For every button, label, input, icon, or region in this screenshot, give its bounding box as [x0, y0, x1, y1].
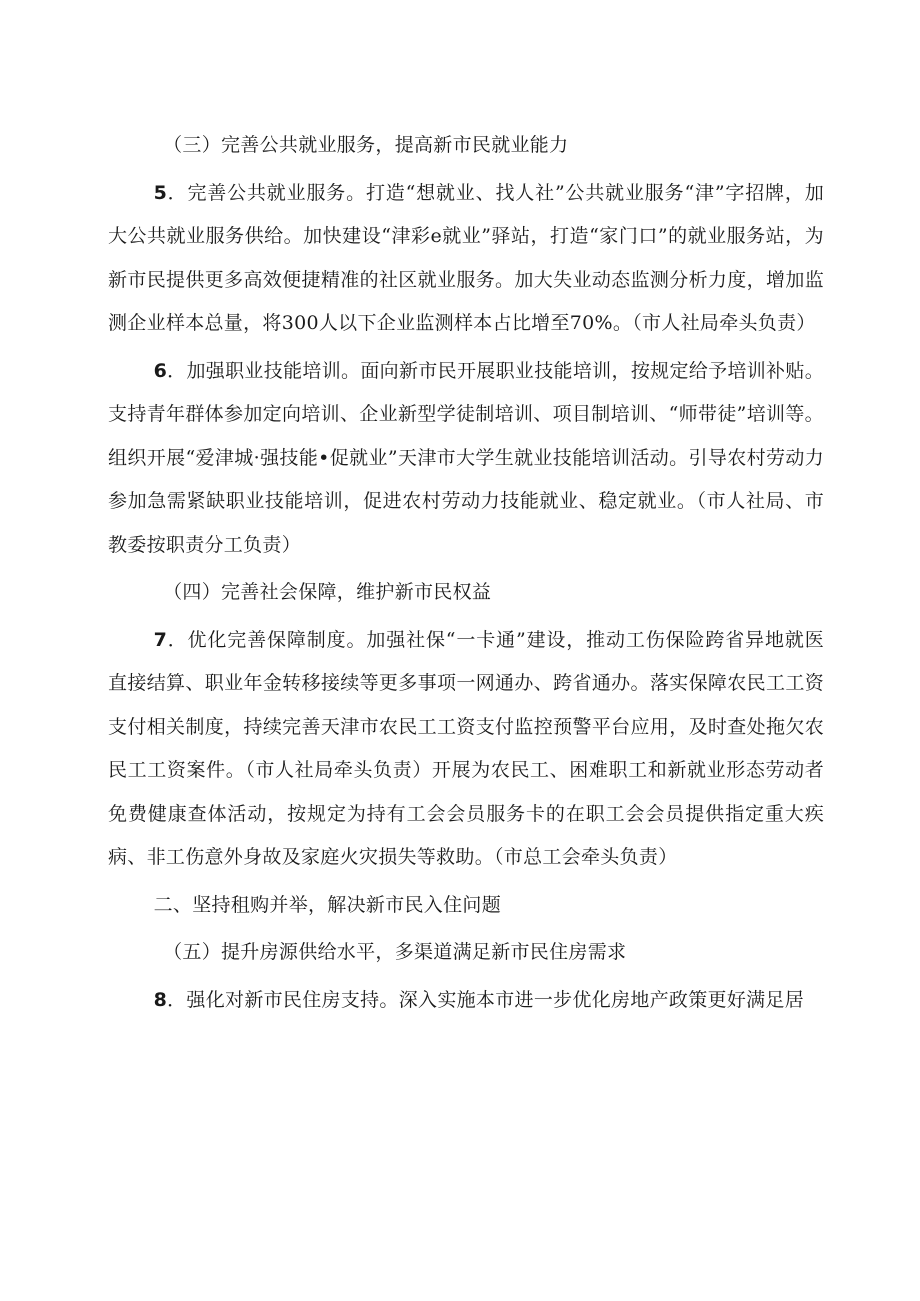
item-7-number: 7	[153, 628, 168, 651]
item-6-number: 6	[153, 359, 168, 382]
item-7-text: ．优化完善保障制度。加强社保“一卡通”建设，推动工伤保险跨省异地就医直接结算、职业年金转移接续等更多事项一网通办、跨省通办。落实保障农民工工资支付相关制度，持续完善天津市农民工工资支付监控预警平台应用，及时查处拖欠农民工工资案件。（市人社局牵头负责）开展为农民工、困难职工和新就业形态劳动者免费健康查体活动，按规定为持有工会会员服务卡的在职工会会员提供指定重大疾病、非工伤意外身故及家庭火灾损失等救助。（市总工会牵头负责）	[108, 628, 824, 868]
section-subheading-5	[108, 931, 824, 975]
section-subheading-4-text: （四）完善社会保障，维护新市民权益	[163, 581, 492, 603]
item-8-text: ．强化对新市民住房支持。深入实施本市进一步优化房地产政策更好满足居	[167, 988, 805, 1011]
section-heading-2	[108, 884, 824, 928]
item-5-text: ．完善公共就业服务。打造“想就业、找人社”公共就业服务“津”字招牌，加大公共就业服务供给。加快建设“津彩e就业”驿站，打造“家门口”的就业服务站，为新市民提供更多高效便捷精准的社区就业服务。加大失业动态监测分析力度，增加监测企业样本总量，将300人以下企业监测样本占比增至70%。（市人社局牵头负责）	[108, 181, 824, 334]
item-6-paragraph	[108, 350, 824, 568]
item-7-paragraph	[108, 619, 824, 880]
section-heading-2-text: 二、坚持租购并举，解决新市民入住问题	[153, 893, 501, 916]
item-5-number: 5	[153, 181, 168, 204]
item-5-paragraph	[108, 172, 824, 346]
item-8-number: 8	[153, 988, 168, 1011]
document-body	[108, 124, 824, 1022]
section-subheading-3	[108, 124, 824, 168]
item-6-text: ．加强职业技能培训。面向新市民开展职业技能培训，按规定给予培训补贴。支持青年群体参加定向培训、企业新型学徒制培训、项目制培训、“师带徒”培训等。组织开展“爱津城·强技能•促就业”天津市大学生就业技能培训活动。引导农村劳动力参加急需紧缺职业技能培训，促进农村劳动力技能就业、稳定就业。（市人社局、市教委按职责分工负责）	[108, 359, 824, 556]
section-subheading-5-text: （五）提升房源供给水平，多渠道满足新市民住房需求	[163, 941, 627, 963]
section-subheading-4	[108, 571, 824, 615]
item-8-paragraph	[108, 979, 824, 1023]
section-subheading-3-text: （三）完善公共就业服务，提高新市民就业能力	[163, 134, 569, 156]
